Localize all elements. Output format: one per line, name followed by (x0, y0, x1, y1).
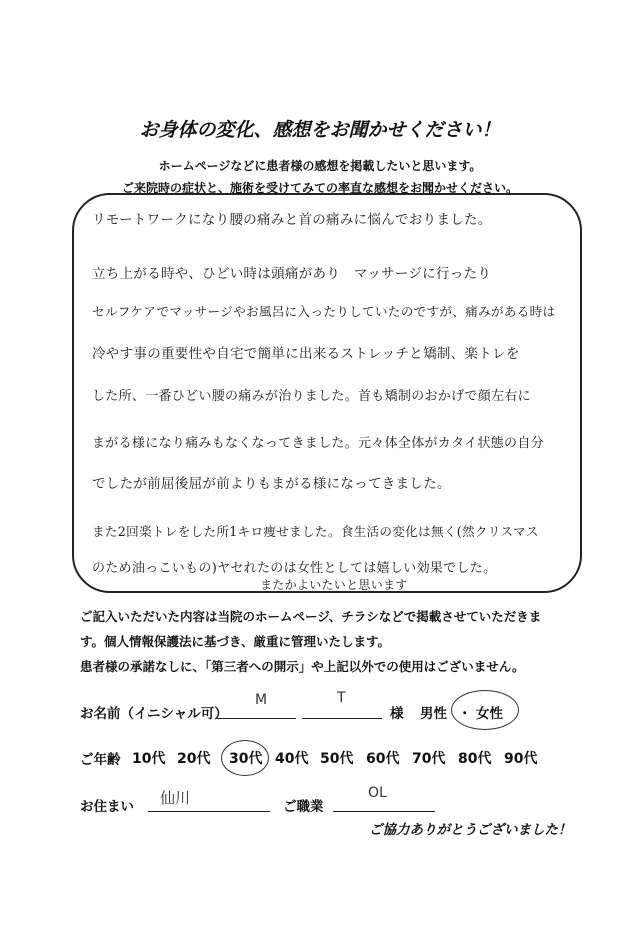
age-option[interactable]: 80代 (458, 751, 492, 767)
occupation-value: OL (368, 785, 387, 801)
selected-age-circle (221, 740, 269, 776)
comment-line: でしたが前屈後屈が前よりもまがる様になってきました。 (92, 476, 451, 492)
age-option[interactable]: 40代 (275, 751, 309, 767)
address-value: 仙川 (160, 789, 191, 807)
name-initial-2: T (337, 690, 346, 706)
notice-line-3: 患者様の承諾なしに、「第三者への開示」や上記以外での使用はございません。 (80, 659, 525, 674)
age-option[interactable]: 50代 (320, 751, 354, 767)
name-field-2[interactable] (302, 718, 382, 719)
comment-line: 冷やす事の重要性や自宅で簡単に出来るストレッチと矯制、楽トレを (92, 346, 520, 362)
gender-female[interactable]: 女性 (476, 706, 503, 722)
age-option[interactable]: 10代 (132, 751, 166, 767)
honorific: 様 (390, 706, 404, 722)
subtitle-line-2: ご来院時の症状と、施術を受けてみての率直な感想をお聞かせください。 (121, 181, 518, 195)
comment-line: セルフケアでマッサージやお風呂に入ったりしていたのですが、痛みがある時は (92, 304, 556, 319)
age-option[interactable]: 90代 (504, 751, 538, 767)
notice-line-2: す。個人情報保護法に基づき、厳重に管理いたします。 (80, 634, 391, 649)
age-label: ご年齢 (80, 752, 121, 768)
comment-line: した所、一番ひどい腰の痛みが治りました。首も矯制のおかげで顔左右に (92, 389, 531, 404)
comment-line: またかよいたいと思います (260, 578, 408, 592)
name-label: お名前（イニシャル可） (80, 706, 228, 722)
address-label: お住まい (80, 799, 134, 815)
subtitle-line-1: ホームページなどに患者様の感想を掲載したいと思います。 (158, 159, 482, 173)
age-option[interactable]: 60代 (366, 751, 400, 767)
age-option[interactable]: 20代 (177, 751, 211, 767)
comment-line: のため油っこいもの)ヤセれたのは女性としては嬉しい効果でした。 (92, 561, 497, 576)
comment-line: まがる様になり痛みもなくなってきました。元々体全体がカタイ状態の自分 (92, 436, 544, 451)
age-option[interactable]: 30代 (229, 751, 263, 767)
selected-gender-circle (451, 690, 519, 730)
comment-line: リモートワークになり腰の痛みと首の痛みに悩んでおりました。 (92, 212, 492, 228)
comment-line: 立ち上がる時や、ひどい時は頭痛があり マッサージに行ったり (92, 266, 492, 282)
gender-male[interactable]: 男性 (420, 706, 447, 722)
name-field-1[interactable] (216, 718, 296, 719)
gender-separator: ・ (458, 706, 472, 722)
age-option[interactable]: 70代 (412, 751, 446, 767)
page-title: お身体の変化、感想をお聞かせください！ (139, 119, 501, 141)
notice-line-1: ご記入いただいた内容は当院のホームページ、チラシなどで掲載させていただきま (80, 609, 542, 624)
address-field[interactable] (148, 811, 270, 812)
thanks-text: ご協力ありがとうございました！ (369, 822, 572, 838)
occupation-field[interactable] (333, 811, 435, 812)
occupation-label: ご職業 (283, 799, 324, 815)
name-initial-1: M (255, 692, 268, 708)
comment-line: また2回楽トレをした所1キロ痩せました。食生活の変化は無く(然クリスマス (92, 524, 539, 539)
